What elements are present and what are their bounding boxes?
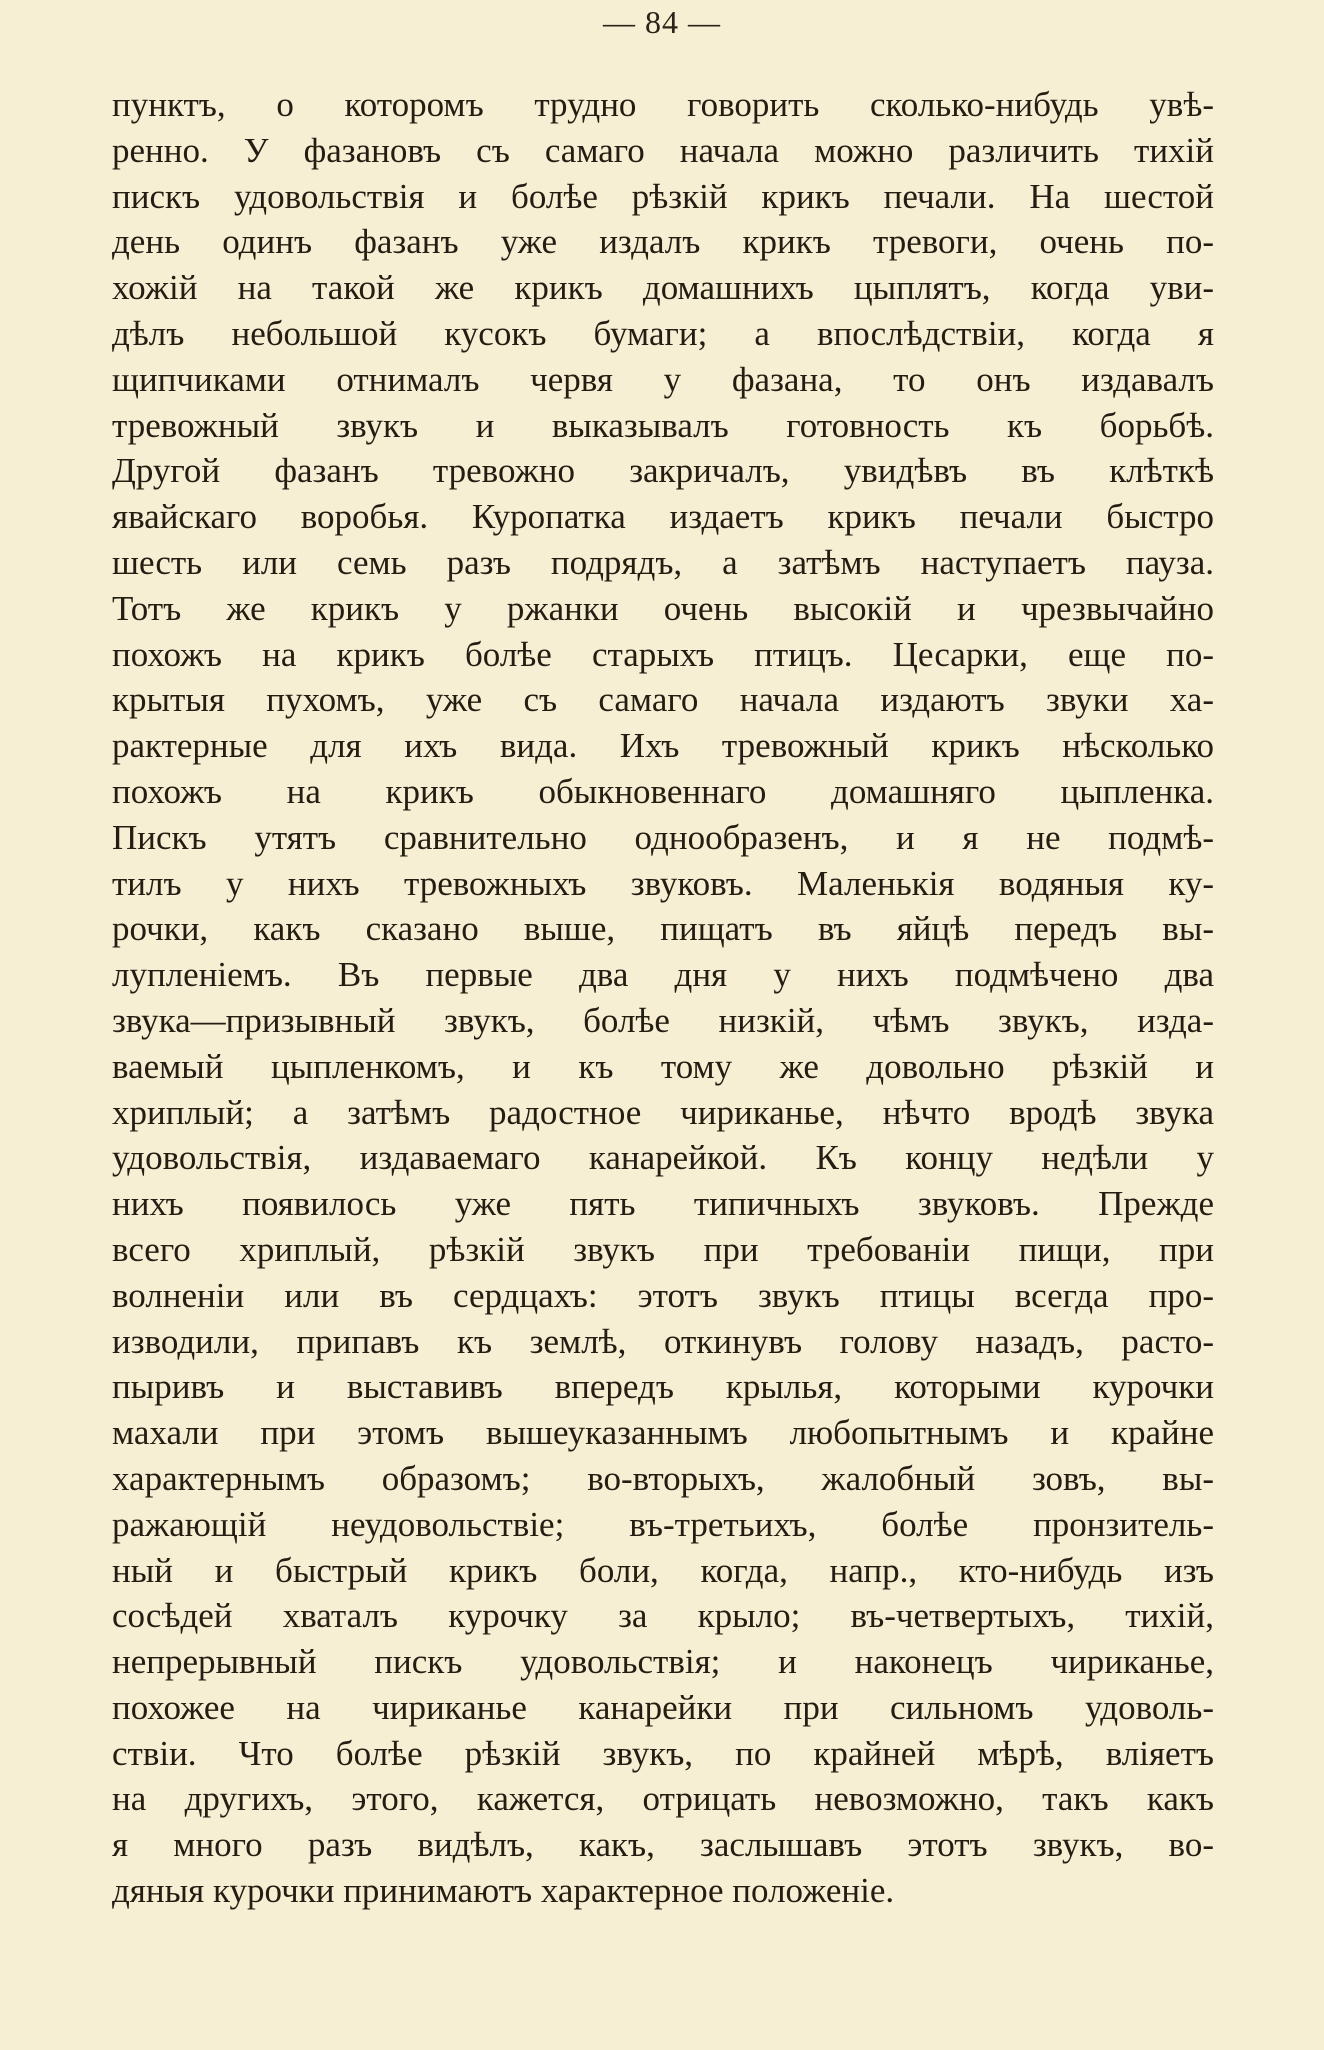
- text-line: дѣлъ небольшой кусокъ бумаги; а впослѣдствіи, когда я: [112, 313, 1214, 353]
- text-line: изводили, припавъ къ землѣ, откинувъ голову назадъ, расто-: [112, 1321, 1214, 1361]
- text-line: хожій на такой же крикъ домашнихъ цыплятъ, когда уви-: [112, 268, 1214, 308]
- text-line: крытыя пухомъ, уже съ самаго начала издаютъ звуки ха-: [112, 680, 1214, 720]
- text-line: явайскаго воробья. Куропатка издаетъ крикъ печали быстро: [112, 497, 1214, 537]
- page-number: — 84 —: [603, 4, 721, 40]
- text-line: удовольствія, издаваемаго канарейкой. Къ концу недѣли у: [112, 1138, 1214, 1178]
- text-line: рактерные для ихъ вида. Ихъ тревожный крикъ нѣсколько: [112, 726, 1214, 766]
- text-line: ренно. У фазановъ съ самаго начала можно различить тихій: [112, 130, 1214, 170]
- text-line: Пискъ утятъ сравнительно однообразенъ, и я не подмѣ-: [112, 817, 1214, 857]
- text-line: рочки, какъ сказано выше, пищатъ въ яйцѣ передъ вы-: [112, 909, 1214, 949]
- text-line: непрерывный пискъ удовольствія; и наконецъ чириканье,: [112, 1642, 1214, 1682]
- text-line: волненіи или въ сердцахъ: этотъ звукъ птицы всегда про-: [112, 1275, 1214, 1315]
- text-line: ствіи. Что болѣе рѣзкій звукъ, по крайней мѣрѣ, вліяетъ: [112, 1733, 1214, 1773]
- text-line: похожъ на крикъ обыкновеннаго домашняго цыпленка.: [112, 771, 1214, 811]
- text-line: день одинъ фазанъ уже издалъ крикъ тревоги, очень по-: [112, 222, 1214, 262]
- text-line: щипчиками отнималъ червя у фазана, то онъ издавалъ: [112, 359, 1214, 399]
- text-line: звука—призывный звукъ, болѣе низкій, чѣмъ звукъ, изда-: [112, 1000, 1214, 1040]
- text-line: пунктъ, о которомъ трудно говорить сколько-нибудь увѣ-: [112, 85, 1214, 124]
- text-line: шесть или семь разъ подрядъ, а затѣмъ наступаетъ пауза.: [112, 542, 1214, 582]
- text-line: пискъ удовольствія и болѣе рѣзкій крикъ печали. На шестой: [112, 176, 1214, 216]
- text-line: на другихъ, этого, кажется, отрицать невозможно, такъ какъ: [112, 1779, 1214, 1819]
- body-text: [112, 82, 1214, 1914]
- text-line: дяныя курочки принимаютъ характерное положеніе.: [112, 1871, 895, 1911]
- text-line: похожее на чириканье канарейки при сильномъ удоволь-: [112, 1687, 1214, 1727]
- text-line: Тотъ же крикъ у ржанки очень высокій и чрезвычайно: [112, 588, 1214, 628]
- text-line: нихъ появилось уже пять типичныхъ звуковъ. Прежде: [112, 1184, 1214, 1224]
- text-line: Другой фазанъ тревожно закричалъ, увидѣвъ въ клѣткѣ: [112, 451, 1214, 491]
- text-line: махали при этомъ вышеуказаннымъ любопытнымъ и крайне: [112, 1413, 1214, 1453]
- text-line: тилъ у нихъ тревожныхъ звуковъ. Маленькія водяныя ку-: [112, 863, 1214, 903]
- text-line: я много разъ видѣлъ, какъ, заслышавъ этотъ звукъ, во-: [112, 1825, 1214, 1865]
- text-line: ваемый цыпленкомъ, и къ тому же довольно рѣзкій и: [112, 1046, 1214, 1086]
- text-line: пыривъ и выставивъ впередъ крылья, которыми курочки: [112, 1367, 1214, 1407]
- text-line: ражающій неудовольствіе; въ-третьихъ, болѣе пронзитель-: [112, 1504, 1214, 1544]
- text-line: всего хриплый, рѣзкій звукъ при требованіи пищи, при: [112, 1229, 1214, 1269]
- text-line: ный и быстрый крикъ боли, когда, напр., кто-нибудь изъ: [112, 1550, 1214, 1590]
- text-line: похожъ на крикъ болѣе старыхъ птицъ. Цесарки, еще по-: [112, 634, 1214, 674]
- text-line: характернымъ образомъ; во-вторыхъ, жалобный зовъ, вы-: [112, 1458, 1214, 1498]
- text-line: тревожный звукъ и выказывалъ готовность къ борьбѣ.: [112, 405, 1214, 445]
- text-line: сосѣдей хваталъ курочку за крыло; въ-четвертыхъ, тихій,: [112, 1596, 1214, 1636]
- text-line: хриплый; а затѣмъ радостное чириканье, нѣчто вродѣ звука: [112, 1092, 1214, 1132]
- text-line: лупленіемъ. Въ первые два дня у нихъ подмѣчено два: [112, 955, 1214, 995]
